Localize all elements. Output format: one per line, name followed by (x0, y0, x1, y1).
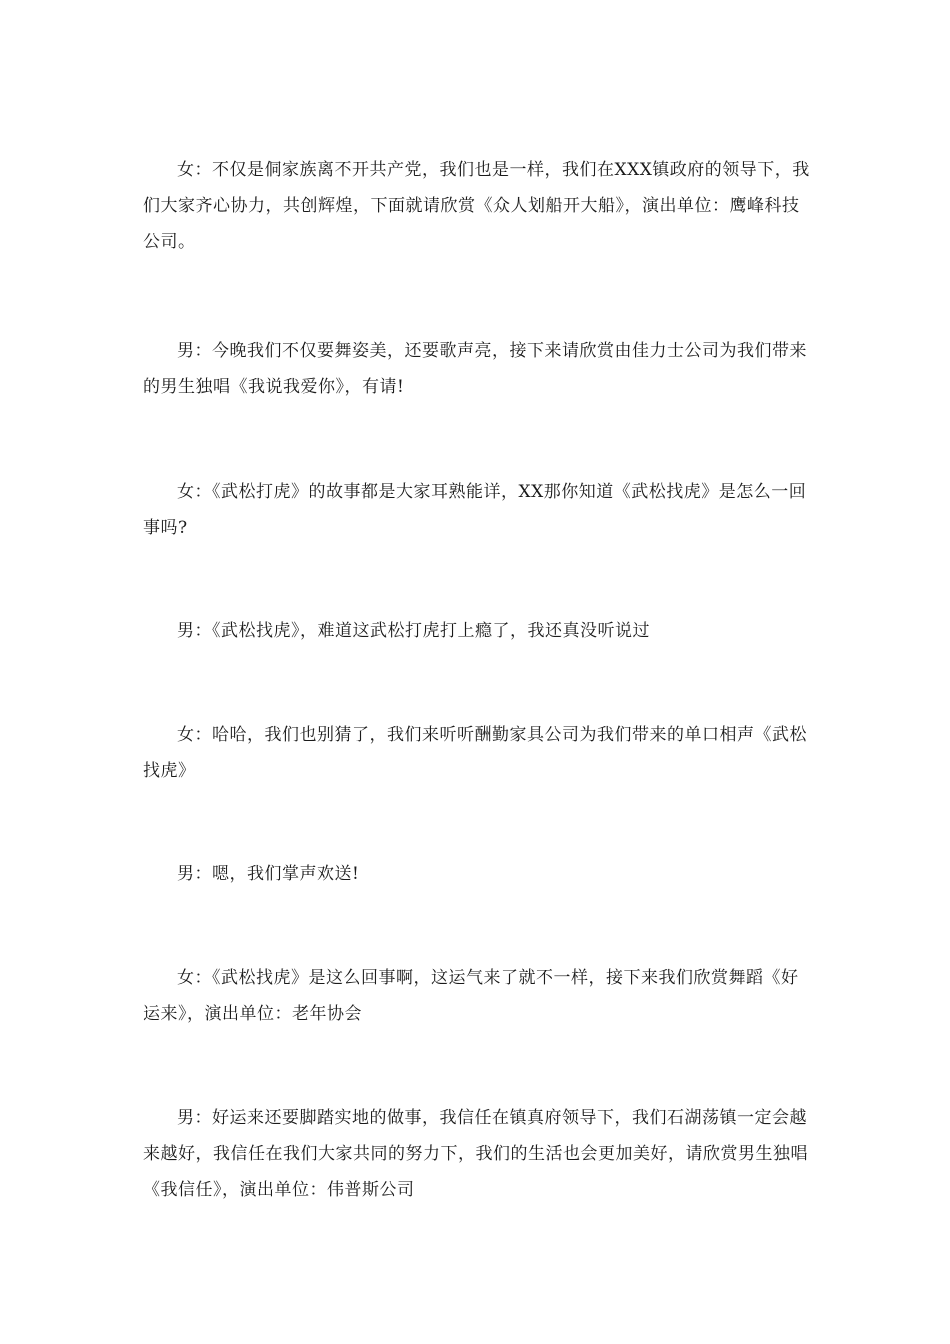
paragraph-8: 男：好运来还要脚踏实地的做事，我信任在镇真府领导下，我们石湖荡镇一定会越来越好，我信任在我们大家共同的努力下，我们的生活也会更加美好，请欣赏男生独唱《我信任》，演出单位：伟普斯公司 (143, 1108, 808, 1200)
paragraph-2: 男：今晚我们不仅要舞姿美，还要歌声亮，接下来请欣赏由佳力士公司为我们带来的男生独唱《我说我爱你》，有请! (143, 341, 807, 397)
paragraph-7: 女：《武松找虎》是这么回事啊，这运气来了就不一样，接下来我们欣赏舞蹈《好运来》，演出单位：老年协会 (143, 968, 799, 1024)
paragraph-5: 女：哈哈，我们也别猜了，我们来听听酬勤家具公司为我们带来的单口相声《武松找虎》 (143, 725, 807, 781)
paragraph-4: 男：《武松找虎》，难道这武松打虎打上瘾了，我还真没听说过 (177, 621, 650, 641)
paragraph-6: 男：嗯，我们掌声欢送! (177, 864, 360, 884)
paragraph-1: 女：不仅是侗家族离不开共产党，我们也是一样，我们在XXX镇政府的领导下，我们大家齐心协力，共创辉煌，下面就请欣赏《众人划船开大船》，演出单位：鹰峰科技公司。 (143, 160, 810, 252)
paragraph-3: 女：《武松打虎》的故事都是大家耳熟能详，XX那你知道《武松找虎》是怎么一回事吗? (143, 482, 807, 538)
